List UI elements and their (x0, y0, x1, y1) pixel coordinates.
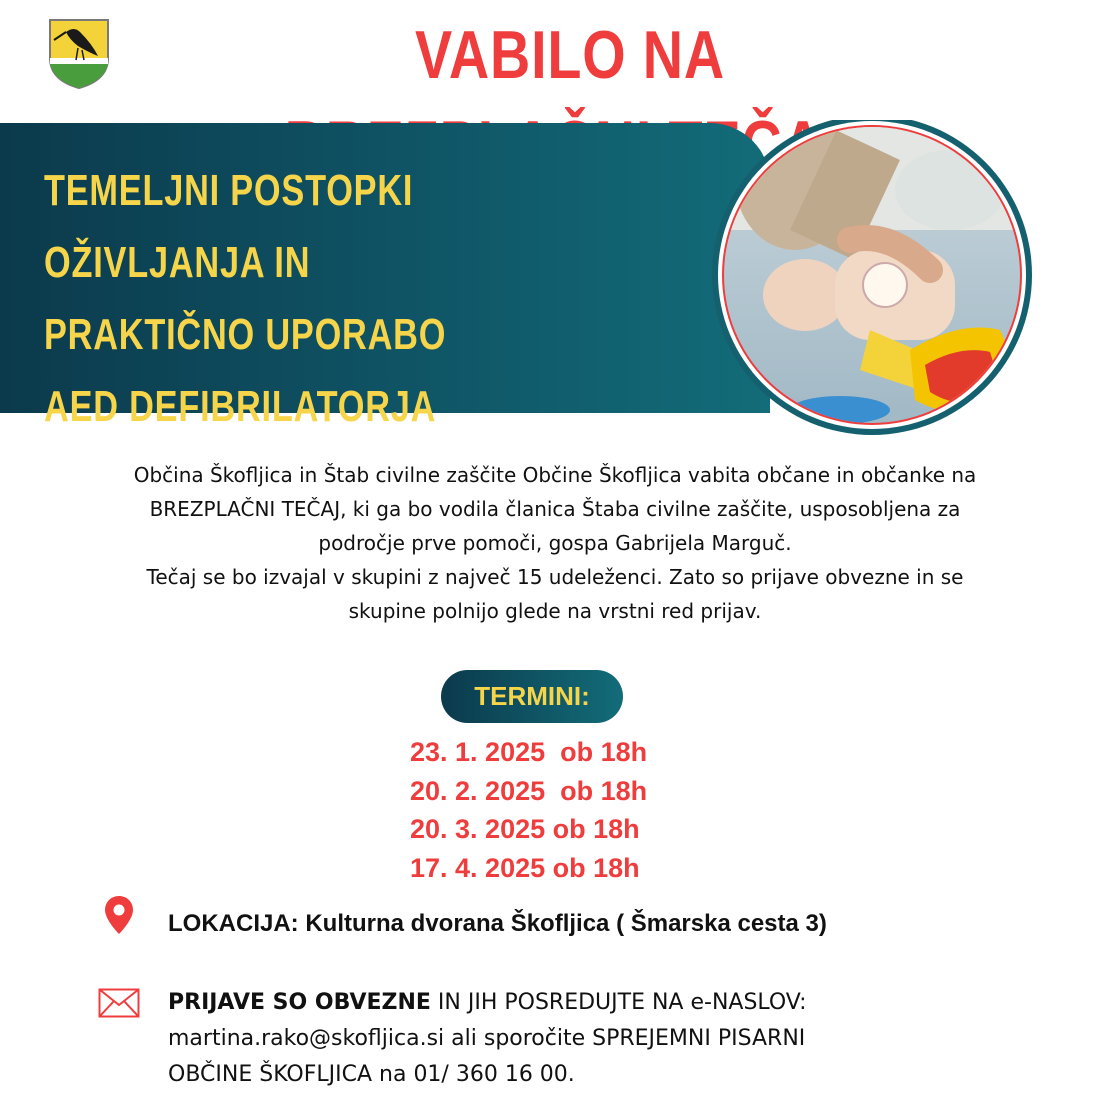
envelope-icon (98, 988, 140, 1018)
course-title-line: PRAKTIČNO UPORABO (44, 310, 447, 359)
map-pin-icon (104, 895, 134, 935)
date-item: 17. 4. 2025 ob 18h (410, 852, 640, 883)
intro-line: Občina Škofljica in Štab civilne zaščite Občine Škofljica vabita občane in občanke na (133, 463, 977, 487)
registration-phone-line: OBČINE ŠKOFLJICA na 01/ 360 16 00. (168, 1062, 575, 1087)
course-title-line: AED DEFIBRILATORJA (44, 382, 437, 431)
location-text: LOKACIJA: Kulturna dvorana Škofljica ( Šmarska cesta 3) (168, 910, 827, 937)
dates-list (410, 733, 810, 887)
date-item: 20. 2. 2025 ob 18h (410, 775, 648, 806)
termini-badge: TERMINI: (441, 670, 623, 723)
intro-line: področje prve pomoči, gospa Gabrijela Marguč. (318, 531, 792, 555)
registration-email-line[interactable]: martina.rako@skofljica.si ali sporočite SPREJEMNI PISARNI (168, 1026, 806, 1051)
registration-text (168, 985, 1068, 1093)
course-title (44, 155, 559, 443)
registration-required: PRIJAVE SO OBVEZNE (168, 990, 431, 1015)
date-item: 23. 1. 2025 ob 18h (410, 737, 648, 767)
intro-line: BREZPLAČNI TEČAJ, ki ga bo vodila članica Štaba civilne zaščite, usposobljena za (149, 497, 961, 521)
registration-line (168, 985, 1068, 1021)
date-item: 20. 3. 2025 ob 18h (410, 814, 640, 844)
cpr-training-photo (700, 120, 1060, 440)
page-title: VABILO NA TEČAJ (415, 17, 856, 183)
registration-line-rest: IN JIH POSREDUJTE NA e-NASLOV: (430, 990, 807, 1015)
intro-line: Tečaj se bo izvajal v skupini z največ 15 udeleženci. Zato so prijave obvezne in se (146, 565, 964, 589)
intro-text (40, 458, 1070, 628)
municipality-crest-logo (48, 18, 110, 90)
course-title-line: TEMELJNI POSTOPKI OŽIVLJANJA IN (44, 166, 414, 287)
intro-line: skupine polnijo glede na vrstni red prijav. (348, 599, 762, 623)
